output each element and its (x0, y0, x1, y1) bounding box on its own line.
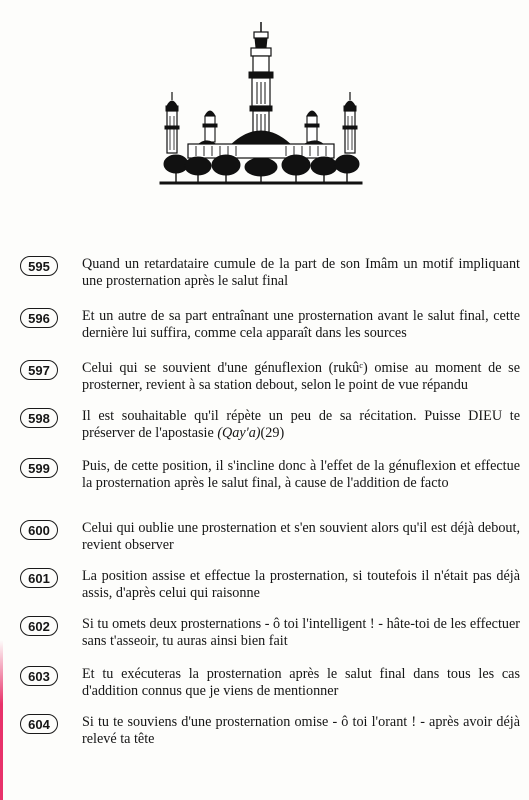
verse-number: 603 (20, 666, 58, 686)
page-edge-mark (0, 640, 3, 800)
verse-text-footnote: (29) (260, 424, 285, 441)
verse-603 (20, 666, 520, 699)
verse-602 (20, 616, 520, 649)
mosque-illustration (158, 22, 364, 188)
verse-number: 596 (20, 308, 58, 328)
verse-number: 601 (20, 568, 58, 588)
verse-text-italic: (Qay'a) (217, 424, 261, 441)
verse-number: 598 (20, 408, 58, 428)
verse-596 (20, 308, 520, 341)
verse-599 (20, 458, 520, 491)
verse-number: 602 (20, 616, 58, 636)
verse-text: Si tu te souviens d'une prosternation omise - ô toi l'orant ! - après avoir déjà relevé ta tête (82, 714, 520, 747)
verse-number: 599 (20, 458, 58, 478)
verse-text: Et un autre de sa part entraînant une prosternation avant le salut final, cette dernière lui suffira, comme cela apparaît dans les sources (82, 308, 520, 341)
verse-600 (20, 520, 520, 553)
verse-text: Puis, de cette position, il s'incline donc à l'effet de la génuflexion et effectue la prosternation après le salut final, à cause de l'addition de facto (82, 458, 520, 491)
verse-text: Et tu exécuteras la prosternation après le salut final dans tous les cas d'addition connus que je viens de mentionner (82, 666, 520, 699)
verse-text-main: Il est souhaitable qu'il répète un peu de sa récitation. Puisse DIEU te préserver de l'apostasie (82, 408, 520, 441)
verse-number: 595 (20, 256, 58, 276)
verse-text: Celui qui se souvient d'une génuflexion (rukûᶜ) omise au moment de se prosterner, revient à sa station debout, selon le point de vue répandu (82, 360, 520, 393)
verse-text: La position assise et effectue la prosternation, si toutefois il n'était pas déjà assis, d'après celui qui raisonne (82, 568, 520, 601)
verse-number: 604 (20, 714, 58, 734)
verse-number: 600 (20, 520, 58, 540)
verse-595 (20, 256, 520, 289)
verse-604 (20, 714, 520, 747)
verse-601 (20, 568, 520, 601)
verse-text: Quand un retardataire cumule de la part de son Imâm un motif impliquant une prosternation après le salut final (82, 256, 520, 289)
verse-text: Celui qui oublie une prosternation et s'en souvient alors qu'il est déjà debout, revient observer (82, 520, 520, 553)
verse-number: 597 (20, 360, 58, 380)
verse-text: Si tu omets deux prosternations - ô toi l'intelligent ! - hâte-toi de les effectuer sans t'asseoir, tu auras ainsi bien fait (82, 616, 520, 649)
verse-text (82, 408, 520, 441)
verse-598 (20, 408, 520, 441)
verse-597 (20, 360, 520, 393)
